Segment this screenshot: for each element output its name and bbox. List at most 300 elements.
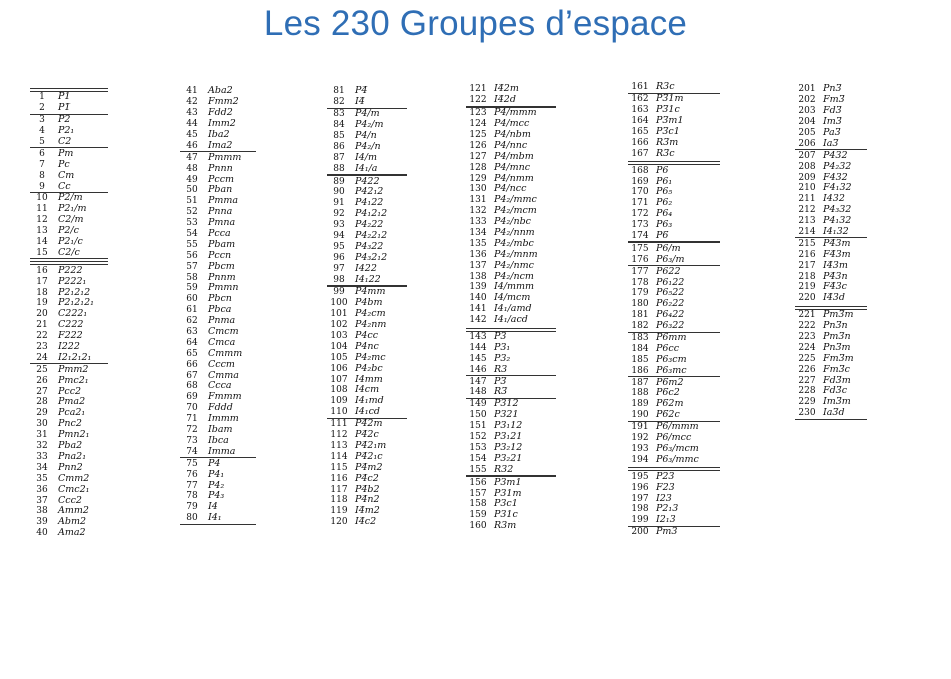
space-group-number: 101 bbox=[330, 309, 348, 320]
space-group-column-1 bbox=[30, 86, 108, 539]
space-group-number: 110 bbox=[330, 407, 348, 418]
space-group-number: 201 bbox=[798, 84, 816, 95]
space-group-number: 126 bbox=[469, 140, 487, 151]
space-group-row bbox=[327, 506, 407, 517]
space-group-row bbox=[30, 517, 108, 528]
space-group-row bbox=[327, 209, 407, 220]
space-group-row bbox=[327, 374, 407, 385]
space-group-symbol: P4̅2₁m bbox=[355, 439, 387, 451]
space-group-number: 167 bbox=[631, 148, 649, 159]
space-group-symbol: P4/ncc bbox=[494, 183, 527, 195]
space-group-row bbox=[30, 215, 108, 226]
space-group-row bbox=[466, 387, 556, 398]
space-group-symbol: P4₂/mnm bbox=[494, 248, 538, 260]
space-group-number: 187 bbox=[631, 377, 649, 388]
space-group-symbol: Pmn2₁ bbox=[58, 429, 90, 441]
space-group-symbol: P6₃mc bbox=[656, 364, 687, 376]
space-group-symbol: P622 bbox=[656, 265, 681, 277]
space-group-row bbox=[30, 452, 108, 463]
space-group-row bbox=[628, 376, 720, 388]
space-group-row bbox=[795, 332, 867, 343]
space-group-symbol: P2 bbox=[58, 114, 71, 126]
space-group-number: 103 bbox=[330, 331, 348, 342]
space-group-row bbox=[180, 316, 256, 327]
space-group-symbol: I422 bbox=[355, 262, 377, 274]
space-group-number: 29 bbox=[36, 408, 48, 419]
space-group-row bbox=[180, 272, 256, 283]
space-group-row bbox=[180, 403, 256, 414]
space-group-row bbox=[30, 264, 108, 276]
space-group-number: 208 bbox=[798, 161, 816, 172]
space-group-symbol: P2₁2₁2 bbox=[58, 286, 91, 298]
space-group-symbol: P4̅2m bbox=[355, 418, 383, 430]
space-group-row bbox=[30, 298, 108, 309]
space-group-number: 144 bbox=[469, 342, 487, 353]
space-group-symbol: P4/nmm bbox=[494, 172, 534, 184]
space-group-symbol: Ibam bbox=[208, 424, 233, 436]
space-group-number: 134 bbox=[469, 228, 487, 239]
space-group-number: 27 bbox=[36, 386, 48, 397]
space-group-number: 196 bbox=[631, 482, 649, 493]
space-group-row bbox=[466, 151, 556, 162]
space-group-symbol: I4₁md bbox=[355, 395, 384, 407]
space-group-symbol: Fm3̅ bbox=[823, 94, 845, 106]
space-group-symbol: Cmca bbox=[208, 336, 236, 348]
space-group-symbol: P6̅m2 bbox=[656, 376, 684, 388]
space-group-number: 222 bbox=[798, 321, 816, 332]
space-group-symbol: P6₄ bbox=[656, 208, 673, 220]
space-group-row bbox=[327, 473, 407, 484]
space-group-row bbox=[180, 196, 256, 207]
space-group-row bbox=[327, 286, 407, 298]
space-group-symbol: P4₃32 bbox=[823, 204, 852, 216]
space-group-row bbox=[628, 164, 720, 176]
space-group-number: 132 bbox=[469, 206, 487, 217]
space-group-row bbox=[30, 528, 108, 539]
space-group-row bbox=[466, 353, 556, 364]
space-group-number: 1 bbox=[39, 92, 45, 103]
space-group-row bbox=[466, 443, 556, 454]
space-group-symbol: Ccca bbox=[208, 380, 232, 392]
space-group-symbol: P4̅3n bbox=[823, 270, 848, 282]
space-group-symbol: Pm3̅n bbox=[823, 331, 851, 343]
space-group-symbol: Im3̅ bbox=[823, 116, 842, 128]
space-group-symbol: Pccm bbox=[208, 173, 235, 185]
space-group-symbol: I4cm bbox=[355, 384, 380, 396]
space-group-row bbox=[795, 183, 867, 194]
space-group-number: 106 bbox=[330, 363, 348, 374]
space-group-number: 202 bbox=[798, 95, 816, 106]
space-group-number: 212 bbox=[798, 205, 816, 216]
space-group-number: 2 bbox=[39, 103, 45, 114]
space-group-symbol: P6mm bbox=[656, 332, 687, 344]
space-group-number: 166 bbox=[631, 137, 649, 148]
space-group-row bbox=[466, 398, 556, 410]
space-group-symbol: I2₁2₁2₁ bbox=[58, 351, 92, 363]
page-title: Les 230 Groupes d’espace bbox=[263, 4, 688, 43]
space-group-row bbox=[30, 320, 108, 331]
space-group-symbol: Pban bbox=[208, 184, 233, 196]
space-group-row bbox=[628, 388, 720, 399]
space-group-symbol: I4/m bbox=[355, 151, 378, 163]
space-group-symbol: P4₂2₁2 bbox=[355, 230, 388, 242]
space-group-number: 207 bbox=[798, 150, 816, 161]
space-group-number: 152 bbox=[469, 432, 487, 443]
space-group-symbol: Pba2 bbox=[58, 440, 83, 452]
space-group-row bbox=[466, 130, 556, 141]
space-group-row bbox=[466, 315, 556, 326]
space-group-number: 35 bbox=[36, 473, 48, 484]
space-group-row bbox=[327, 108, 407, 120]
space-group-number: 120 bbox=[330, 517, 348, 528]
space-group-row bbox=[628, 515, 720, 527]
space-group-symbol: Cc bbox=[58, 180, 71, 192]
space-group-symbol: P4̅c2 bbox=[355, 472, 379, 484]
space-group-number: 23 bbox=[36, 342, 48, 353]
space-group-number: 54 bbox=[186, 229, 198, 240]
space-group-symbol: Iba2 bbox=[208, 129, 230, 140]
space-group-number: 216 bbox=[798, 249, 816, 260]
space-group-row bbox=[327, 363, 407, 374]
space-group-symbol: R3 bbox=[494, 363, 508, 375]
space-group-symbol: I4 bbox=[208, 501, 218, 513]
space-group-symbol: P4₂cm bbox=[355, 308, 386, 320]
space-group-symbol: P1 bbox=[58, 91, 71, 103]
space-group-row bbox=[466, 162, 556, 173]
space-group-row bbox=[180, 261, 256, 272]
space-group-row bbox=[180, 491, 256, 502]
space-group-row bbox=[795, 408, 867, 420]
space-group-row bbox=[180, 446, 256, 457]
space-group-number: 40 bbox=[36, 528, 48, 539]
space-group-number: 155 bbox=[469, 464, 487, 475]
space-group-row bbox=[628, 116, 720, 127]
space-group-row bbox=[466, 331, 556, 343]
space-group-symbol: P4₂/nmc bbox=[494, 259, 534, 271]
space-group-number: 218 bbox=[798, 271, 816, 282]
space-group-number: 8 bbox=[39, 170, 45, 181]
space-group-symbol: Pbcn bbox=[208, 293, 232, 305]
space-group-number: 180 bbox=[631, 299, 649, 310]
space-group-symbol: P1̅ bbox=[58, 102, 71, 114]
space-group-row bbox=[30, 506, 108, 517]
space-group-number: 102 bbox=[330, 320, 348, 331]
space-group-number: 229 bbox=[798, 397, 816, 408]
space-group-row bbox=[466, 476, 556, 488]
space-group-row bbox=[180, 370, 256, 381]
space-group-row bbox=[466, 521, 556, 532]
space-group-number: 221 bbox=[798, 310, 816, 321]
space-group-symbol: C222₁ bbox=[58, 308, 88, 320]
space-group-number: 227 bbox=[798, 375, 816, 386]
space-group-symbol: P4₂/mbc bbox=[494, 237, 534, 249]
space-group-symbol: P3̅1c bbox=[656, 104, 680, 116]
space-group-row bbox=[466, 271, 556, 282]
space-group-number: 6 bbox=[39, 148, 45, 159]
space-group-number: 93 bbox=[333, 220, 345, 231]
space-group-row bbox=[30, 419, 108, 430]
space-group-number: 200 bbox=[631, 527, 649, 538]
space-group-row bbox=[795, 205, 867, 216]
space-group-number: 138 bbox=[469, 271, 487, 282]
space-group-row bbox=[30, 495, 108, 506]
space-group-row bbox=[466, 293, 556, 304]
space-group-symbol: Pn3̅n bbox=[823, 320, 848, 332]
space-group-number: 179 bbox=[631, 288, 649, 299]
space-group-number: 204 bbox=[798, 117, 816, 128]
space-group-row bbox=[466, 464, 556, 476]
space-group-row bbox=[466, 249, 556, 260]
space-group-symbol: P31c bbox=[494, 509, 518, 521]
space-group-symbol: P4₂ bbox=[208, 479, 225, 491]
space-group-row bbox=[466, 260, 556, 271]
space-group-number: 127 bbox=[469, 151, 487, 162]
space-group-number: 26 bbox=[36, 375, 48, 386]
space-group-number: 223 bbox=[798, 332, 816, 343]
space-group-symbol: Pmmm bbox=[208, 151, 242, 163]
space-group-symbol: Fd3̅m bbox=[823, 374, 851, 386]
space-group-symbol: R3̅ bbox=[494, 386, 508, 398]
space-group-number: 11 bbox=[36, 204, 48, 215]
space-group-symbol: Ama2 bbox=[58, 527, 86, 539]
space-group-number: 14 bbox=[36, 237, 48, 248]
space-group-number: 58 bbox=[186, 272, 198, 283]
space-group-number: 181 bbox=[631, 310, 649, 321]
space-group-number: 128 bbox=[469, 162, 487, 173]
space-group-symbol: Cmmm bbox=[208, 347, 243, 359]
space-group-symbol: Pmmn bbox=[208, 282, 239, 294]
space-group-row bbox=[180, 229, 256, 240]
space-group-row bbox=[795, 364, 867, 375]
space-group-row bbox=[466, 421, 556, 432]
space-group-number: 45 bbox=[186, 130, 198, 140]
space-group-number: 57 bbox=[186, 261, 198, 272]
space-group-symbol: F23 bbox=[656, 481, 675, 493]
space-group-number: 98 bbox=[333, 274, 345, 285]
space-group-symbol: Pnma bbox=[208, 315, 236, 327]
space-group-row bbox=[180, 436, 256, 447]
space-group-row bbox=[180, 348, 256, 359]
space-group-number: 47 bbox=[186, 152, 198, 163]
space-group-row bbox=[180, 283, 256, 294]
space-group-number: 96 bbox=[333, 252, 345, 263]
space-group-number: 85 bbox=[333, 131, 345, 141]
space-group-row bbox=[628, 444, 720, 455]
space-group-symbol: P4bm bbox=[355, 297, 383, 309]
space-group-symbol: C2 bbox=[58, 136, 72, 147]
space-group-number: 190 bbox=[631, 410, 649, 421]
space-group-row bbox=[327, 484, 407, 495]
space-group-number: 68 bbox=[186, 381, 198, 392]
space-group-symbol: Fddd bbox=[208, 402, 233, 414]
space-group-row bbox=[327, 252, 407, 263]
space-group-number: 137 bbox=[469, 260, 487, 271]
space-group-symbol: I432 bbox=[823, 193, 845, 205]
space-group-symbol: P3m1 bbox=[494, 476, 522, 488]
space-group-symbol: P4/nnc bbox=[494, 139, 528, 151]
space-group-row bbox=[30, 237, 108, 248]
space-group-row bbox=[30, 276, 108, 287]
space-group-row bbox=[628, 198, 720, 209]
space-group-symbol: P2₁/c bbox=[58, 236, 83, 248]
space-group-row bbox=[30, 363, 108, 375]
space-group-symbol: Imm2 bbox=[208, 118, 236, 130]
space-group-number: 215 bbox=[798, 238, 816, 249]
space-group-number: 194 bbox=[631, 454, 649, 465]
space-group-row bbox=[628, 105, 720, 116]
space-group-number: 25 bbox=[36, 364, 48, 375]
space-group-row bbox=[327, 97, 407, 108]
space-group-row bbox=[628, 343, 720, 354]
space-group-number: 213 bbox=[798, 216, 816, 227]
space-group-number: 32 bbox=[36, 441, 48, 452]
space-group-symbol: P4₂mc bbox=[355, 351, 386, 363]
space-group-row bbox=[795, 397, 867, 408]
space-group-number: 99 bbox=[333, 287, 345, 298]
space-group-row bbox=[30, 192, 108, 204]
space-group-number: 116 bbox=[330, 473, 348, 484]
space-group-row bbox=[327, 152, 407, 163]
space-group-number: 171 bbox=[631, 198, 649, 209]
space-group-number: 188 bbox=[631, 388, 649, 399]
space-group-symbol: I23 bbox=[656, 492, 672, 504]
space-group-symbol: Pc bbox=[58, 158, 70, 170]
space-group-row bbox=[180, 392, 256, 403]
space-group-row bbox=[466, 195, 556, 206]
space-group-row bbox=[628, 332, 720, 344]
space-group-symbol: I4̅m2 bbox=[355, 505, 380, 517]
space-group-symbol: I4₁22 bbox=[355, 273, 381, 285]
space-group-row bbox=[180, 151, 256, 163]
space-group-row bbox=[795, 271, 867, 282]
space-group-row bbox=[795, 249, 867, 260]
space-group-symbol: Pbcm bbox=[208, 260, 235, 272]
space-group-number: 87 bbox=[333, 152, 345, 163]
space-group-number: 109 bbox=[330, 396, 348, 407]
space-group-row bbox=[628, 242, 720, 254]
space-group-number: 159 bbox=[469, 510, 487, 521]
space-group-number: 97 bbox=[333, 263, 345, 274]
space-group-number: 206 bbox=[798, 138, 816, 149]
space-group-row bbox=[30, 473, 108, 484]
space-group-row bbox=[466, 84, 556, 95]
space-group-column-6 bbox=[795, 84, 867, 420]
space-group-symbol: P6₁22 bbox=[656, 276, 685, 288]
space-group-number: 195 bbox=[631, 471, 649, 482]
space-group-number: 16 bbox=[36, 265, 48, 276]
space-group-symbol: I4₁cd bbox=[355, 406, 381, 418]
space-group-row bbox=[327, 495, 407, 506]
space-group-symbol: P4₂/nbc bbox=[494, 216, 531, 228]
space-group-symbol: Pa3̅ bbox=[823, 127, 841, 138]
space-group-symbol: F222 bbox=[58, 330, 83, 342]
space-group-symbol: P4₁22 bbox=[355, 197, 384, 209]
space-group-row bbox=[327, 263, 407, 274]
space-group-row bbox=[466, 410, 556, 421]
space-group-row bbox=[327, 131, 407, 142]
space-group-number: 189 bbox=[631, 399, 649, 410]
space-group-number: 149 bbox=[469, 399, 487, 410]
space-group-row bbox=[466, 304, 556, 315]
space-group-number: 148 bbox=[469, 387, 487, 398]
space-group-row bbox=[795, 353, 867, 364]
space-group-number: 65 bbox=[186, 348, 198, 359]
space-group-row bbox=[628, 288, 720, 299]
space-group-symbol: Cmma bbox=[208, 369, 239, 381]
space-group-row bbox=[795, 216, 867, 227]
space-group-symbol: P4/nbm bbox=[494, 129, 531, 140]
space-group-number: 178 bbox=[631, 277, 649, 288]
space-group-symbol: P4/mnc bbox=[494, 161, 531, 173]
space-group-symbol: Cmcm bbox=[208, 326, 239, 338]
space-group-symbol: I4₁/acd bbox=[494, 314, 528, 326]
space-group-symbol: P4/mmm bbox=[494, 107, 537, 119]
space-group-row bbox=[327, 396, 407, 407]
space-group-number: 199 bbox=[631, 515, 649, 526]
space-group-symbol: P2₁/m bbox=[58, 203, 87, 215]
space-group-symbol: Ibca bbox=[208, 434, 229, 446]
space-group-number: 141 bbox=[469, 304, 487, 315]
space-group-number: 75 bbox=[186, 458, 198, 469]
space-group-number: 15 bbox=[36, 247, 48, 258]
space-group-symbol: P3₁12 bbox=[494, 420, 523, 432]
space-group-symbol: Ccc2 bbox=[58, 494, 82, 506]
space-group-number: 78 bbox=[186, 491, 198, 502]
space-group-row bbox=[795, 84, 867, 95]
space-group-number: 130 bbox=[469, 184, 487, 195]
space-group-row bbox=[30, 441, 108, 452]
space-group-number: 124 bbox=[469, 119, 487, 130]
space-group-row bbox=[628, 354, 720, 365]
space-group-symbol: Pnn2 bbox=[58, 461, 83, 473]
space-group-row bbox=[30, 126, 108, 137]
space-group-row bbox=[327, 141, 407, 152]
space-group-number: 37 bbox=[36, 495, 48, 506]
space-group-number: 217 bbox=[798, 260, 816, 271]
space-group-row bbox=[180, 174, 256, 185]
space-group-row bbox=[180, 207, 256, 218]
space-group-symbol: P4₂/mcm bbox=[494, 205, 537, 217]
space-group-number: 211 bbox=[798, 194, 816, 205]
space-group-row bbox=[628, 493, 720, 504]
space-group-symbol: Pm3 bbox=[656, 526, 678, 538]
space-group-symbol: P6₃22 bbox=[656, 320, 685, 332]
space-group-number: 118 bbox=[330, 495, 348, 506]
space-group-row bbox=[466, 432, 556, 443]
space-group-row bbox=[327, 241, 407, 252]
space-group-symbol: P312 bbox=[494, 398, 519, 410]
space-group-number: 115 bbox=[330, 462, 348, 473]
space-group-row bbox=[30, 147, 108, 159]
space-group-row bbox=[327, 163, 407, 175]
space-group-symbol: P6₃/mmc bbox=[656, 453, 699, 465]
space-group-symbol: P432 bbox=[823, 149, 848, 161]
space-group-symbol: Pcca bbox=[208, 228, 231, 240]
space-group-row bbox=[795, 237, 867, 249]
space-group-symbol: P4₃22 bbox=[355, 240, 384, 252]
space-group-number: 192 bbox=[631, 433, 649, 444]
space-group-symbol: P4̅2₁c bbox=[355, 450, 383, 462]
space-group-row bbox=[628, 148, 720, 159]
space-group-symbol: R3̅c bbox=[656, 147, 675, 159]
space-group-number: 175 bbox=[631, 243, 649, 254]
space-group-row bbox=[795, 95, 867, 106]
space-group-row bbox=[30, 226, 108, 237]
space-group-row bbox=[795, 194, 867, 205]
space-group-number: 7 bbox=[39, 159, 45, 170]
space-group-symbol: I4̅3m bbox=[823, 259, 848, 271]
space-group-symbol: I4₁32 bbox=[823, 226, 849, 238]
